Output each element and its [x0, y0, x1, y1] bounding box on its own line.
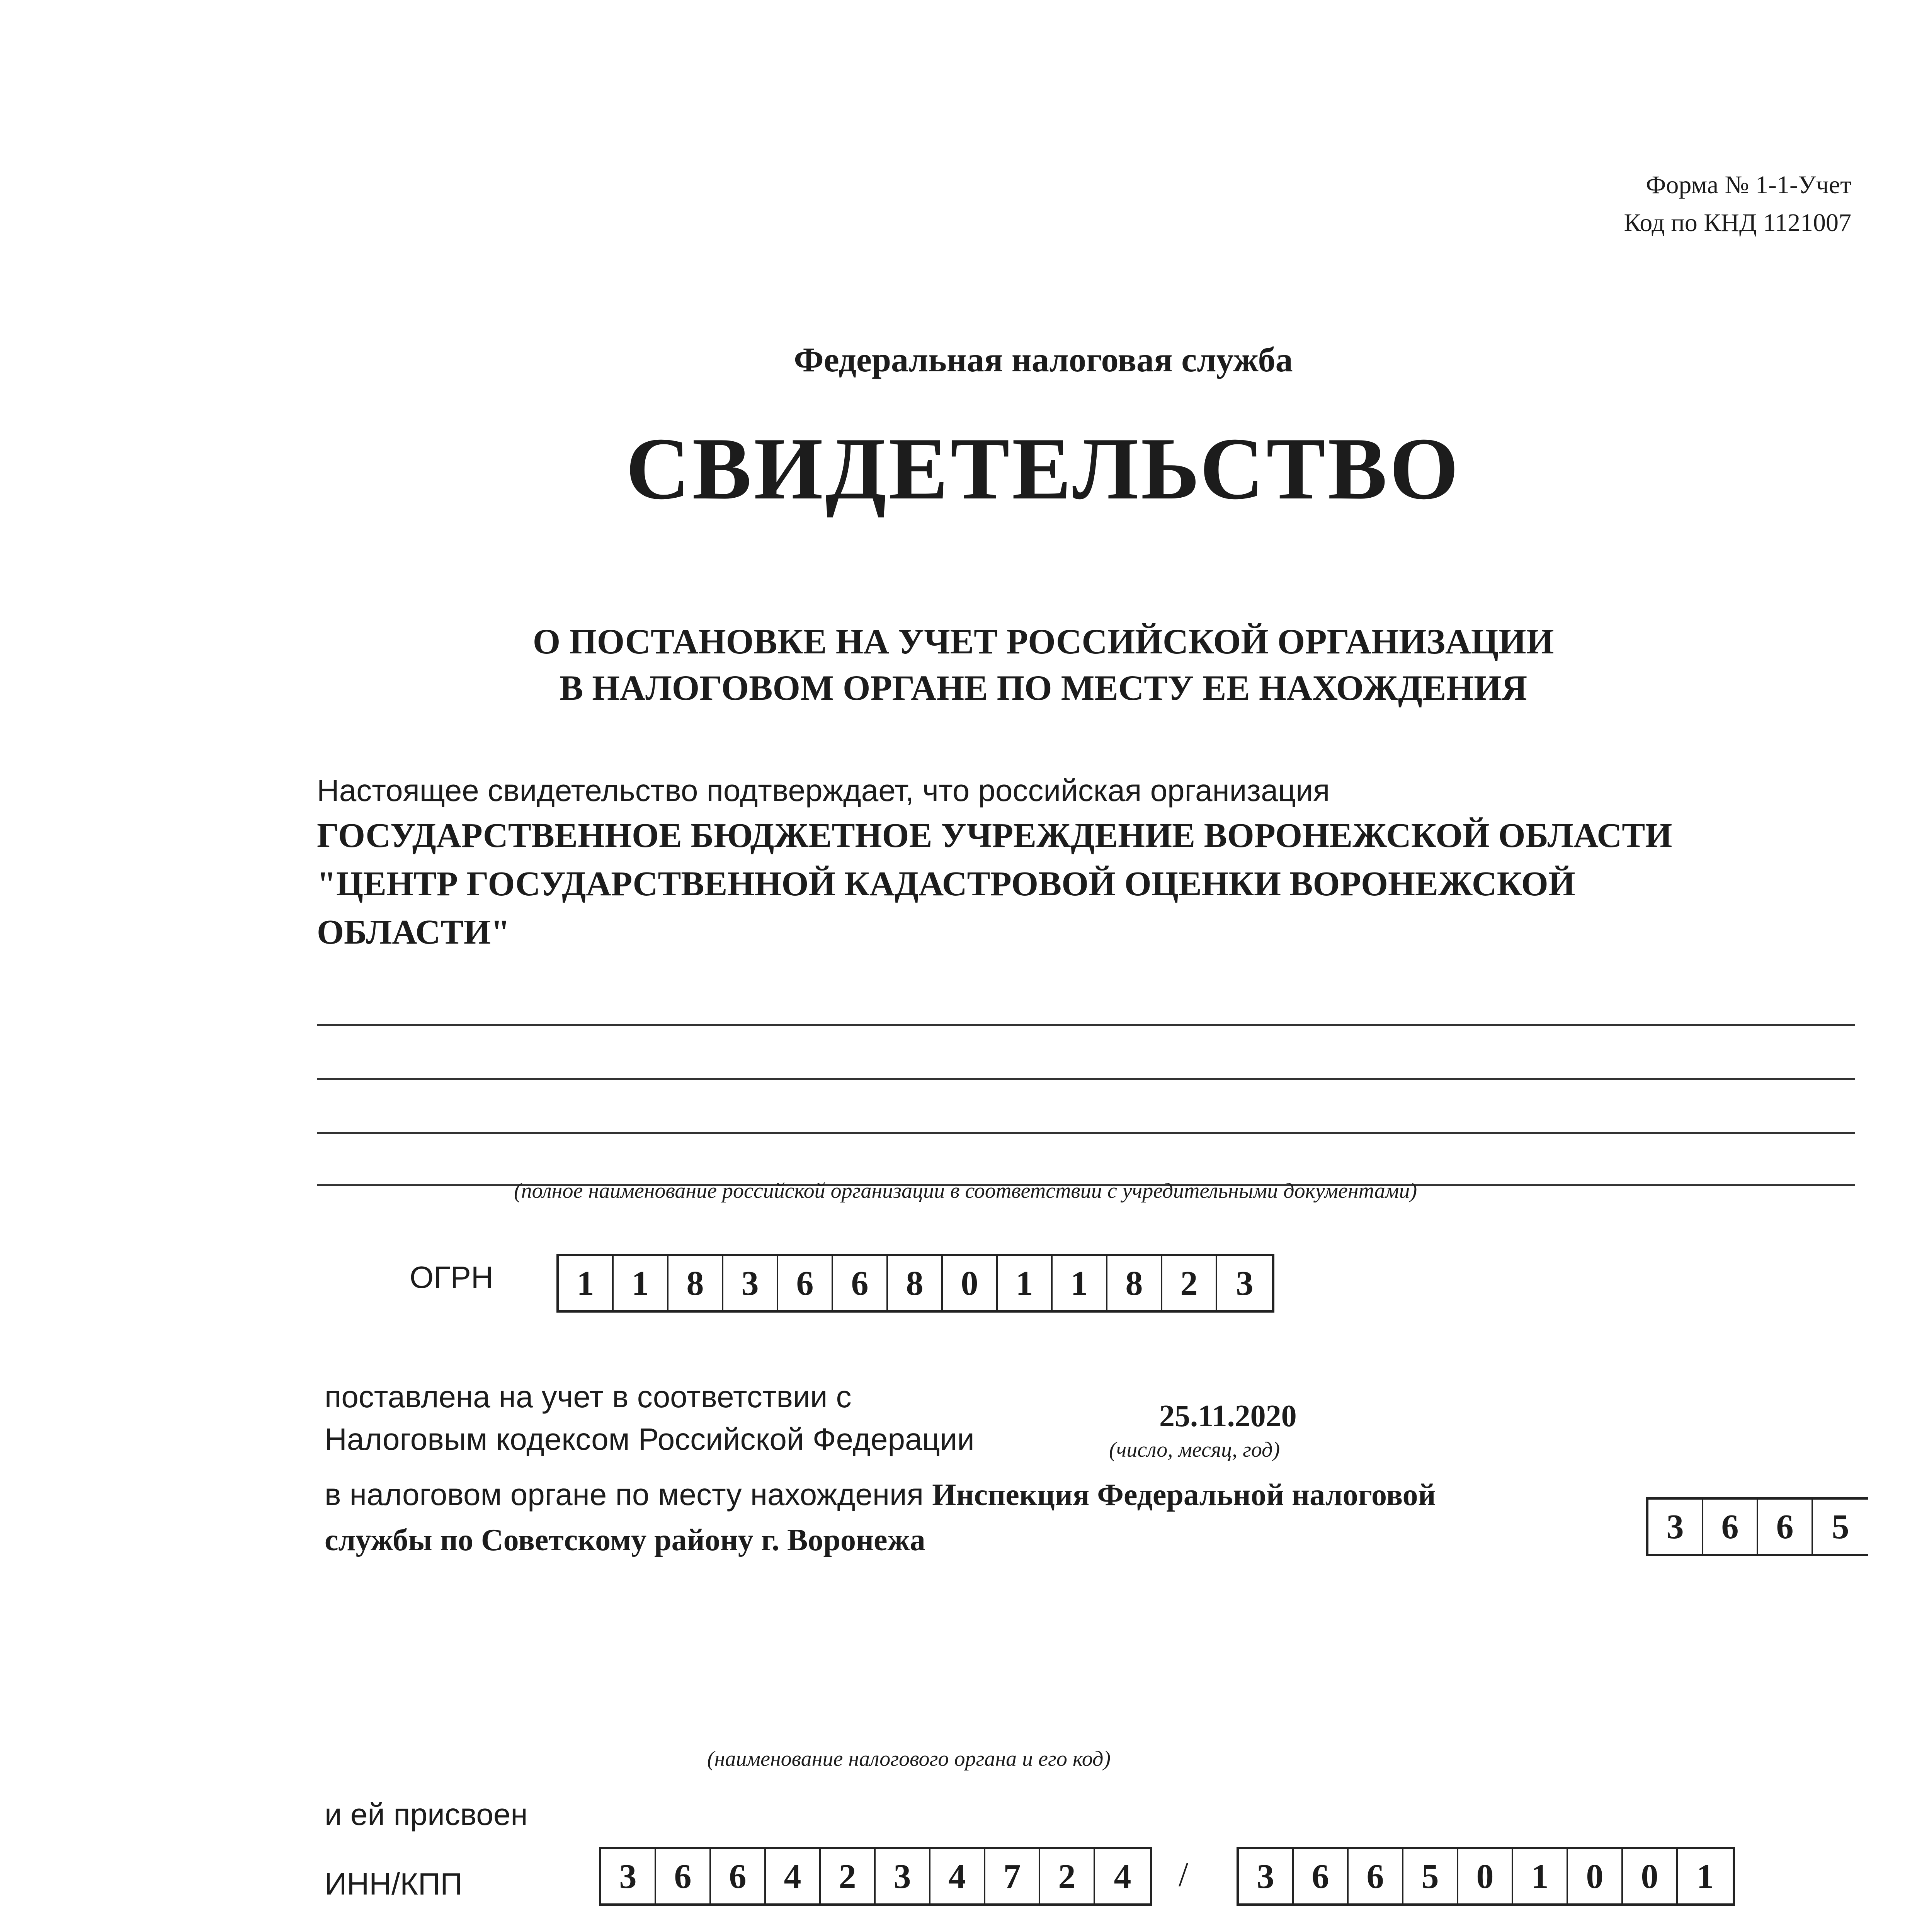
org-name-line-3: ОБЛАСТИ": [317, 913, 510, 951]
inn-digits: [599, 1847, 1152, 1906]
inn-digit: 3: [601, 1849, 656, 1903]
inn-digit: 7: [985, 1849, 1040, 1903]
service-name: Федеральная налоговая служба: [794, 341, 1293, 379]
inn-digit: 3: [876, 1849, 930, 1903]
kpp-digit: 1: [1696, 1857, 1714, 1896]
registration-text: [325, 1376, 975, 1461]
ogrn-digit: 8: [668, 1256, 723, 1310]
fill-line: [317, 1024, 1855, 1026]
organization-name: [317, 811, 1824, 956]
org-name-line-2: "ЦЕНТР ГОСУДАРСТВЕННОЙ КАДАСТРОВОЙ ОЦЕНКИ ВОРОНЕЖСКОЙ: [317, 865, 1575, 903]
kpp-digit: 1: [1513, 1849, 1568, 1903]
tax-code-digit: 6: [1703, 1500, 1758, 1554]
inn-digit: 6: [711, 1849, 766, 1903]
tax-code-digit: 5: [1832, 1507, 1849, 1546]
assigned-text: и ей присвоен: [325, 1797, 528, 1832]
org-caption: (полное наименование российской организации в соответствии с учредительными документами): [514, 1179, 1417, 1203]
form-header: [1624, 166, 1852, 242]
kpp-digits: [1237, 1847, 1735, 1906]
form-number: Форма № 1-1-Учет: [1646, 171, 1851, 199]
inn-digit: 4: [766, 1849, 821, 1903]
ogrn-digit: 8: [1107, 1256, 1162, 1310]
ogrn-digit: 3: [1236, 1264, 1254, 1303]
kpp-digit: 6: [1349, 1849, 1403, 1903]
tax-office-code: [1646, 1497, 1868, 1556]
subtitle-line-2: В НАЛОГОВОМ ОРГАНЕ ПО МЕСТУ ЕЕ НАХОЖДЕНИЯ: [559, 668, 1527, 707]
document-title: СВИДЕТЕЛЬСТВО: [626, 419, 1461, 518]
intro-text: Настоящее свидетельство подтверждает, что российская организация: [317, 773, 1330, 808]
inn-kpp-separator: /: [1179, 1855, 1189, 1894]
registration-line-2: Налоговым кодексом Российской Федерации: [325, 1422, 975, 1456]
tax-office-prefix: в налоговом органе по месту нахождения: [325, 1477, 924, 1512]
tax-office-text: [325, 1472, 1638, 1563]
tax-code-digit: 3: [1648, 1500, 1703, 1554]
ogrn-label: ОГРН: [410, 1260, 493, 1294]
org-name-line-1: ГОСУДАРСТВЕННОЕ БЮДЖЕТНОЕ УЧРЕЖДЕНИЕ ВОРОНЕЖСКОЙ ОБЛАСТИ: [317, 816, 1672, 855]
tax-office-name-2: службы по Советскому району г. Воронежа: [325, 1523, 925, 1557]
fill-line: [317, 1078, 1855, 1080]
ogrn-digit: 3: [723, 1256, 778, 1310]
kpp-digit: 0: [1623, 1849, 1678, 1903]
inn-kpp-label: ИНН/КПП: [325, 1867, 463, 1901]
kpp-digit: 3: [1239, 1849, 1294, 1903]
inn-digit: 4: [1114, 1857, 1131, 1896]
ogrn-digit: 0: [943, 1256, 998, 1310]
inn-digit: 4: [930, 1849, 985, 1903]
tax-office-name-1: Инспекция Федеральной налоговой: [932, 1478, 1436, 1512]
ogrn-digit: 1: [614, 1256, 668, 1310]
kpp-digit: 6: [1294, 1849, 1349, 1903]
ogrn-digit: 2: [1162, 1256, 1217, 1310]
document-subtitle: [0, 618, 1917, 711]
knd-code: Код по КНД 1121007: [1624, 209, 1851, 237]
kpp-digit: 0: [1568, 1849, 1623, 1903]
registration-date: 25.11.2020: [1159, 1399, 1297, 1433]
subtitle-line-1: О ПОСТАНОВКЕ НА УЧЕТ РОССИЙСКОЙ ОРГАНИЗАЦИИ: [532, 622, 1554, 661]
registration-line-1: поставлена на учет в соответствии с: [325, 1379, 852, 1414]
ogrn-digits: [556, 1254, 1274, 1313]
ogrn-digit: 6: [833, 1256, 888, 1310]
date-caption: (число, месяц, год): [1109, 1438, 1280, 1462]
ogrn-digit: 1: [998, 1256, 1053, 1310]
tax-code-digit: 6: [1758, 1500, 1813, 1554]
kpp-digit: 5: [1403, 1849, 1458, 1903]
tax-office-caption: (наименование налогового органа и его код): [707, 1747, 1111, 1771]
ogrn-digit: 1: [559, 1256, 614, 1310]
ogrn-digit: 8: [888, 1256, 943, 1310]
fill-line: [317, 1132, 1855, 1134]
kpp-digit: 0: [1458, 1849, 1513, 1903]
inn-digit: 6: [656, 1849, 711, 1903]
ogrn-digit: 1: [1053, 1256, 1107, 1310]
ogrn-digit: 6: [778, 1256, 833, 1310]
inn-digit: 2: [821, 1849, 876, 1903]
inn-digit: 2: [1040, 1849, 1095, 1903]
